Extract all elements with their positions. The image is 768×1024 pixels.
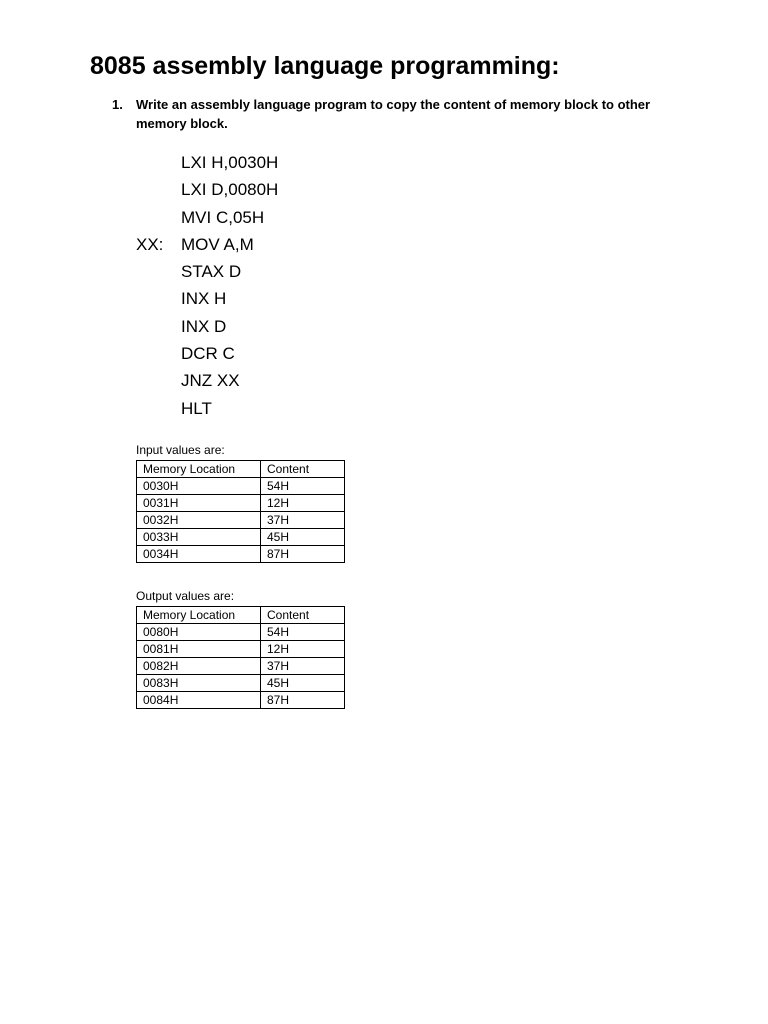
table-cell: 0083H — [137, 675, 261, 692]
table-row — [137, 478, 345, 495]
table-header-cell: Content — [261, 461, 345, 478]
code-instruction: INX H — [181, 289, 227, 309]
code-instruction: JNZ XX — [181, 371, 240, 391]
table-cell: 12H — [261, 641, 345, 658]
table-header-row — [137, 607, 345, 624]
question-text: Write an assembly language program to copy the content of memory block to other memory block. — [136, 97, 651, 131]
table-cell: 0082H — [137, 658, 261, 675]
table-cell: 87H — [261, 692, 345, 709]
table-cell: 0034H — [137, 546, 261, 563]
table-cell: 37H — [261, 658, 345, 675]
table-header-cell: Memory Location — [137, 461, 261, 478]
code-instruction: HLT — [181, 398, 212, 418]
input-table-caption: Input values are: — [136, 443, 225, 457]
output-values-table — [136, 606, 345, 709]
table-row — [137, 624, 345, 641]
output-table-caption: Output values are: — [136, 589, 235, 603]
table-cell: 87H — [261, 546, 345, 563]
table-cell: 37H — [261, 512, 345, 529]
table-row — [137, 512, 345, 529]
table-cell: 0032H — [137, 512, 261, 529]
table-row — [137, 641, 345, 658]
table-row — [137, 495, 345, 512]
question-item — [112, 95, 672, 133]
table-cell: 0081H — [137, 641, 261, 658]
table-row — [137, 692, 345, 709]
code-instruction: INX D — [181, 316, 227, 336]
table-cell: 0030H — [137, 478, 261, 495]
table-cell: 45H — [261, 675, 345, 692]
table-cell: 45H — [261, 529, 345, 546]
table-cell: 54H — [261, 624, 345, 641]
table-cell: 0084H — [137, 692, 261, 709]
table-row — [137, 529, 345, 546]
code-instruction: LXI D,0080H — [181, 180, 279, 200]
code-instruction: MOV A,M — [181, 234, 254, 254]
table-header-cell: Memory Location — [137, 607, 261, 624]
question-number: 1. — [112, 97, 123, 112]
table-row — [137, 546, 345, 563]
code-instruction: LXI H,0030H — [181, 153, 279, 172]
code-instruction: STAX D — [181, 262, 242, 282]
table-row — [137, 658, 345, 675]
code-instruction: DCR C — [181, 344, 235, 364]
table-header-cell: Content — [261, 607, 345, 624]
code-instruction: MVI C,05H — [181, 207, 265, 227]
table-cell: 0033H — [137, 529, 261, 546]
page-title: 8085 assembly language programming: — [90, 52, 560, 80]
code-label: XX: — [136, 234, 164, 254]
input-values-table — [136, 460, 345, 563]
table-row — [137, 675, 345, 692]
table-cell: 54H — [261, 478, 345, 495]
table-cell: 12H — [261, 495, 345, 512]
table-cell: 0031H — [137, 495, 261, 512]
table-header-row — [137, 461, 345, 478]
table-cell: 0080H — [137, 624, 261, 641]
